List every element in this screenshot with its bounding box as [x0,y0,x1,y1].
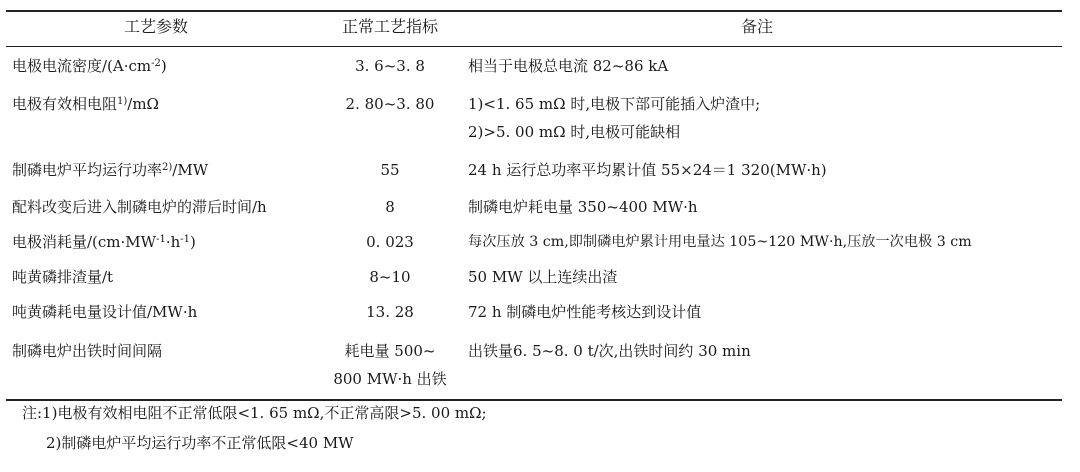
table-row-value: 3. 6~3. 8 [355,57,425,75]
table-row-value: 55 [380,161,400,179]
table-row-value-line2: 800 MW·h 出铁 [333,370,447,388]
table-bottom-rule [6,399,1062,401]
table-row-note: 1)<1. 65 mΩ 时,电极下部可能插入炉渣中; [468,95,761,113]
table-row-note: 出铁量6. 5~8. 0 t/次,出铁时间约 30 min [468,342,751,360]
header-remark: 备注 [741,17,774,36]
footnote-2: 2)制磷电炉平均运行功率不正常低限<40 MW [46,434,354,452]
table-row-param: 吨黄磷耗电量设计值/MW·h [12,303,198,321]
table-row-param: 制磷电炉出铁时间间隔 [12,342,163,360]
table-row-value: 13. 28 [366,303,414,321]
table-header-rule [6,46,1062,47]
table-row-param: 电极电流密度$/(A\cdot cm^{-2})$ [12,57,167,75]
table-row-value: 2. 80~3. 80 [345,95,435,113]
table-row-param: 配料改变后进入制磷电炉的滞后时间/h [12,198,267,216]
table-row-note: 24 h 运行总功率平均累计值 55×24＝1 320(MW·h) [468,161,827,179]
table-row-value: 0. 023 [366,233,414,251]
table-row-param: 制磷电炉平均运行功率$^{2)}$/MW [12,161,209,179]
header-standard: 正常工艺指标 [341,17,438,36]
table-row-param: 电极消耗量$/(cm\cdot MW^{-1}\cdot h^{-1})$ [12,233,196,251]
table-row-value: 8 [385,198,395,216]
table-row-note: 50 MW 以上连续出渣 [468,268,618,286]
table-row-note: 制磷电炉耗电量 350~400 MW·h [468,198,698,216]
table-top-rule [6,10,1062,12]
table-row-note: 每次压放 3 cm,即制磷电炉累计用电量达 105~120 MW·h,压放一次电极 3 cm [468,234,972,250]
table-row-note: 72 h 制磷电炉性能考核达到设计值 [468,303,702,321]
table-row-value: 8~10 [369,268,411,286]
table-row-param: 吨黄磷排渣量/t [12,268,114,286]
table-row-note-line2: 2)>5. 00 mΩ 时,电极可能缺相 [468,123,681,141]
table-row-param: 电极有效相电阻$^{1)}$/mΩ [12,95,159,113]
table-row-note: 相当于电极总电流 82~86 kA [468,57,669,75]
footnote-1: 注:1)电极有效相电阻不正常低限<1. 65 mΩ,不正常高限>5. 00 mΩ; [22,404,487,422]
header-param: 工艺参数 [124,17,189,36]
table-row-value: 耗电量 500~ [344,342,436,360]
